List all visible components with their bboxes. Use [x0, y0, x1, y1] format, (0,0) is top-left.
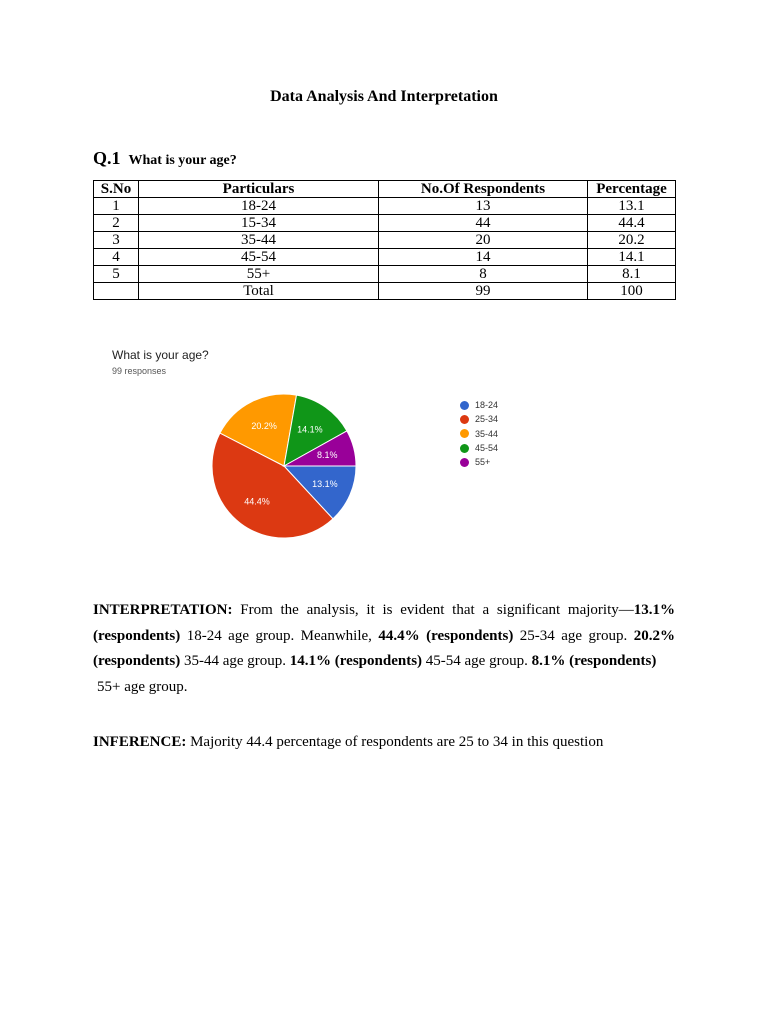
interpretation-text: 18-24 age group. Meanwhile, — [186, 627, 372, 644]
table-header-cell: Percentage — [588, 181, 676, 198]
interpretation-text: 25-34 age group. — [519, 627, 628, 644]
interpretation-text: 35-44 age group. — [183, 653, 287, 669]
pie-slice-label: 20.2% — [251, 421, 277, 432]
table-total-row — [94, 283, 676, 300]
legend-item — [460, 412, 498, 426]
legend-item — [460, 398, 498, 412]
age-distribution-table — [93, 180, 676, 300]
legend-swatch — [460, 444, 469, 453]
pie-chart-card — [96, 328, 652, 558]
table-cell: 14.1 — [588, 249, 676, 266]
table-cell: 15-34 — [139, 215, 379, 232]
legend-swatch — [460, 429, 469, 438]
inference-text: Majority 44.4 percentage of respondents are 25 to 34 in this question — [190, 734, 604, 750]
table-cell: 99 — [379, 283, 588, 300]
question-heading — [93, 148, 237, 169]
table-cell — [94, 283, 139, 300]
table-cell: 100 — [588, 283, 676, 300]
table-cell: 8 — [379, 266, 588, 283]
interpretation-text: 55+ age group. — [97, 678, 188, 695]
legend-label: 25-34 — [475, 414, 499, 425]
interpretation-text: 45-54 age group. — [425, 653, 528, 669]
legend-label: 18-24 — [475, 400, 499, 411]
table-cell: 3 — [94, 232, 139, 249]
interpretation-label: INTERPRETATION: — [93, 602, 233, 618]
table-cell: 14 — [379, 249, 588, 266]
table-cell: 13 — [379, 198, 588, 215]
table-cell: 13.1 — [588, 198, 676, 215]
interpretation-stat: 44.4% (respondents) — [378, 627, 514, 644]
chart-legend — [460, 398, 498, 469]
table-cell: 8.1 — [588, 266, 676, 283]
table-header-row — [94, 181, 676, 198]
table-cell: Total — [139, 283, 379, 300]
table-header-cell: Particulars — [139, 181, 379, 198]
table-header-cell: No.Of Respondents — [379, 181, 588, 198]
table-cell: 18-24 — [139, 198, 379, 215]
table-row — [94, 215, 676, 232]
table-cell: 45-54 — [139, 249, 379, 266]
chart-subtitle: 99 responses — [112, 366, 167, 376]
pie-slice-label: 8.1% — [316, 449, 338, 460]
table-row — [94, 266, 676, 283]
table-row — [94, 198, 676, 215]
table-cell: 4 — [94, 249, 139, 266]
legend-item — [460, 441, 498, 455]
inference-label: INFERENCE: — [93, 734, 187, 750]
question-number: Q.1 — [93, 148, 121, 168]
pie-slice-label: 44.4% — [244, 496, 270, 507]
pie-chart — [96, 328, 652, 558]
table-cell: 44 — [379, 215, 588, 232]
legend-swatch — [460, 415, 469, 424]
table-cell: 44.4 — [588, 215, 676, 232]
interpretation-stat: 13.1% (respondents) — [93, 602, 676, 644]
table-row — [94, 249, 676, 266]
interpretation-stat: 20.2% (respondents) — [93, 627, 675, 669]
inference-paragraph — [93, 734, 675, 751]
legend-swatch — [460, 401, 469, 410]
legend-item — [460, 455, 498, 469]
legend-label: 55+ — [475, 457, 491, 468]
pie-slice-label: 14.1% — [297, 424, 323, 435]
table-row — [94, 232, 676, 249]
table-cell: 1 — [94, 198, 139, 215]
legend-label: 45-54 — [475, 443, 499, 454]
table-cell: 35-44 — [139, 232, 379, 249]
table-header-cell: S.No — [94, 181, 139, 198]
page-title: Data Analysis And Interpretation — [270, 88, 498, 105]
pie-slice-label: 13.1% — [312, 478, 338, 489]
question-text: What is your age? — [128, 153, 237, 168]
chart-title: What is your age? — [112, 348, 209, 362]
legend-swatch — [460, 458, 469, 467]
table-cell: 2 — [94, 215, 139, 232]
table-cell: 5 — [94, 266, 139, 283]
table-cell: 55+ — [139, 266, 379, 283]
legend-label: 35-44 — [475, 428, 499, 439]
table-cell: 20 — [379, 232, 588, 249]
interpretation-intro: From the analysis, it is evident that a significant majority— — [240, 602, 634, 618]
legend-item — [460, 427, 498, 441]
interpretation-stat: 8.1% (respondents) — [531, 653, 657, 669]
interpretation-paragraph — [93, 598, 675, 700]
interpretation-stat: 14.1% (respondents) — [289, 653, 423, 669]
table-cell: 20.2 — [588, 232, 676, 249]
